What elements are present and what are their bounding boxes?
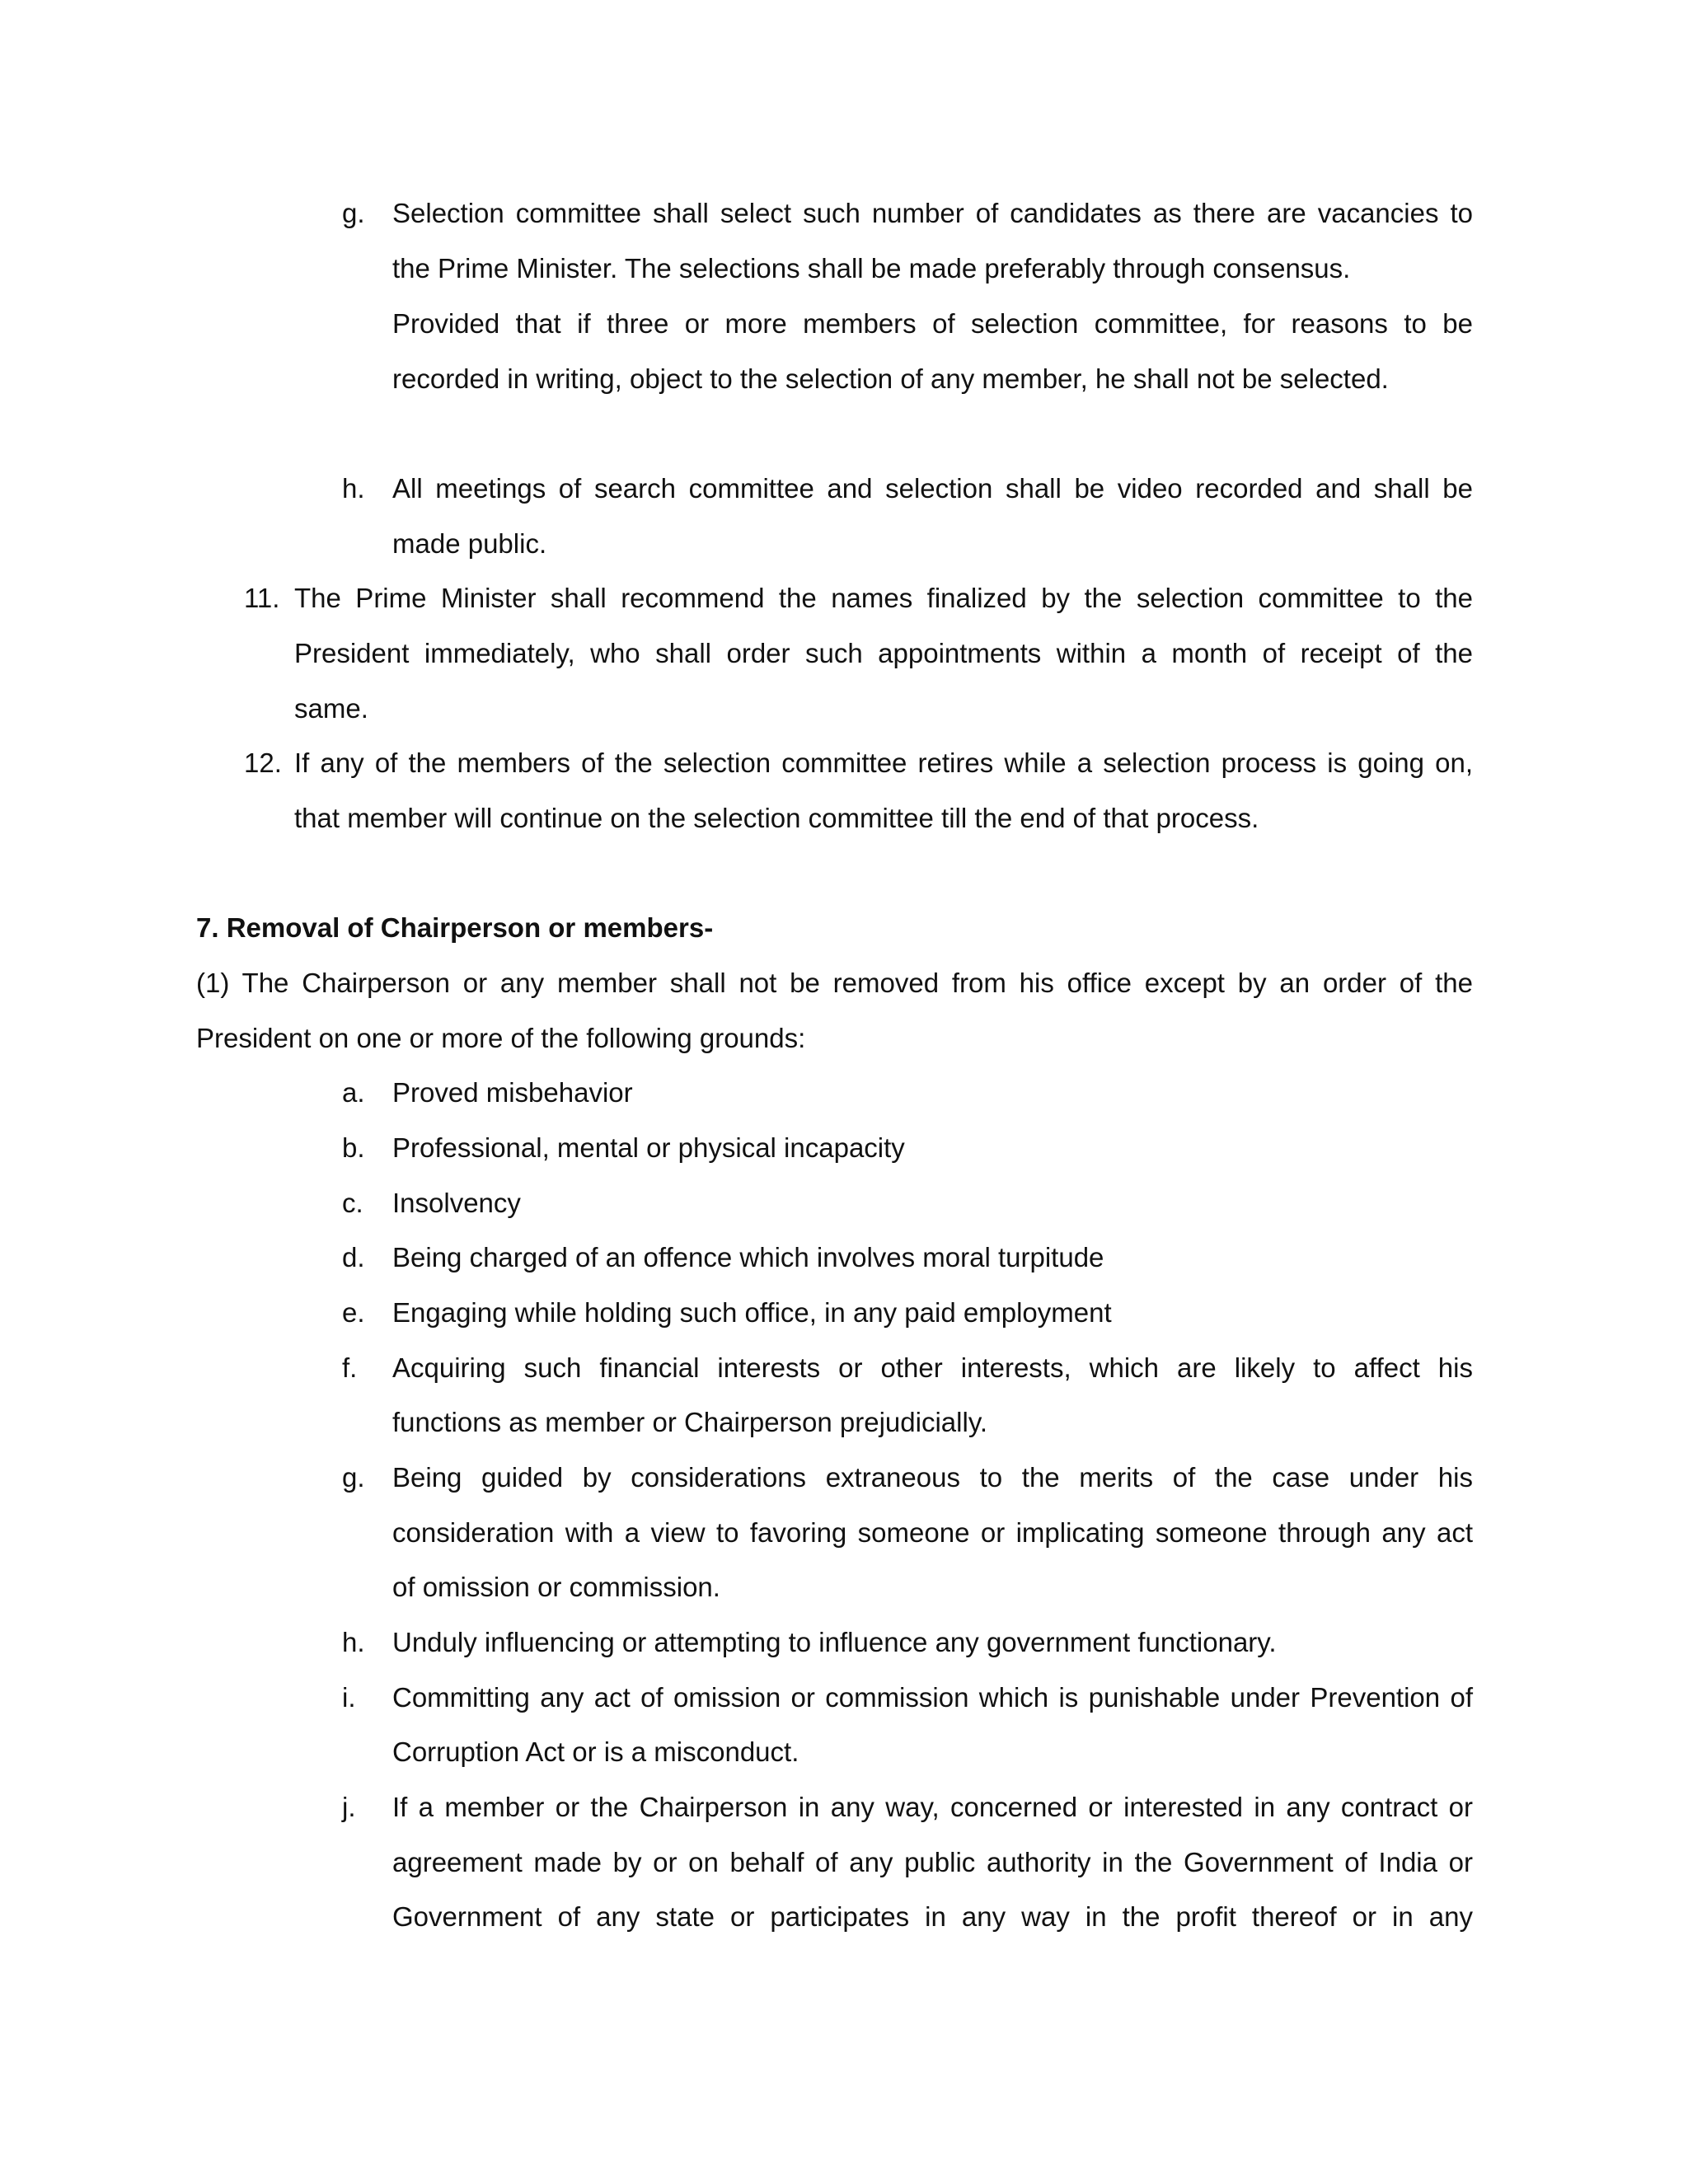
- list-item-line: made public.: [392, 528, 547, 559]
- list-marker: b.: [342, 1132, 365, 1163]
- list-marker: i.: [342, 1682, 356, 1713]
- list-item-line: Proved misbehavior: [392, 1077, 633, 1108]
- list-item-line: functions as member or Chairperson prejudicially.: [392, 1407, 988, 1437]
- paragraph-line: President on one or more of the following grounds:: [196, 1023, 806, 1053]
- list-item-line: Unduly influencing or attempting to influence any government functionary.: [392, 1627, 1277, 1657]
- list-item-line: Engaging while holding such office, in any paid employment: [392, 1297, 1112, 1328]
- list-marker: 11.: [244, 583, 280, 613]
- list-item-line: Being guided by considerations extraneous to the merits of the case under his: [392, 1462, 1473, 1493]
- list-item-line: All meetings of search committee and selection shall be video recorded and shall be: [392, 473, 1473, 504]
- list-marker: d.: [342, 1242, 365, 1272]
- list-item-line: If a member or the Chairperson in any way, concerned or interested in any contract or: [392, 1792, 1473, 1822]
- list-marker: c.: [342, 1188, 363, 1218]
- section-heading: 7. Removal of Chairperson or members-: [196, 912, 714, 943]
- list-marker: g.: [342, 198, 365, 228]
- list-item-line: Acquiring such financial interests or other interests, which are likely to affect his: [392, 1352, 1473, 1383]
- list-marker: h.: [342, 1627, 365, 1657]
- list-item-line: Professional, mental or physical incapacity: [392, 1132, 905, 1163]
- list-item-line: Corruption Act or is a misconduct.: [392, 1736, 799, 1767]
- list-marker: e.: [342, 1297, 365, 1328]
- list-item-line: the Prime Minister. The selections shall be made preferably through consensus.: [392, 253, 1351, 284]
- list-item-line: Being charged of an offence which involves moral turpitude: [392, 1242, 1104, 1272]
- list-item-line: If any of the members of the selection committee retires while a selection process is going on,: [294, 748, 1473, 778]
- list-item-line: recorded in writing, object to the selection of any member, he shall not be selected.: [392, 363, 1389, 394]
- list-item-line: same.: [294, 693, 368, 724]
- list-marker: j.: [342, 1792, 356, 1822]
- list-item-line: agreement made by or on behalf of any public authority in the Government of India or: [392, 1847, 1473, 1877]
- list-marker: 12.: [244, 748, 282, 778]
- list-marker: g.: [342, 1462, 365, 1493]
- list-marker: f.: [342, 1352, 358, 1383]
- list-item-line: Committing any act of omission or commission which is punishable under Prevention of: [392, 1682, 1473, 1713]
- list-item-line: consideration with a view to favoring someone or implicating someone through any act: [392, 1517, 1473, 1548]
- list-item-line: Government of any state or participates in any way in the profit thereof or in any: [392, 1901, 1473, 1932]
- list-item-line: President immediately, who shall order such appointments within a month of receipt of the: [294, 638, 1473, 668]
- list-marker: a.: [342, 1077, 365, 1108]
- list-item-line: of omission or commission.: [392, 1572, 720, 1602]
- list-item-line: The Prime Minister shall recommend the names finalized by the selection committee to the: [294, 583, 1473, 613]
- list-item-line: Insolvency: [392, 1188, 521, 1218]
- list-item-line: that member will continue on the selection committee till the end of that process.: [294, 803, 1259, 833]
- list-marker: h.: [342, 473, 365, 504]
- list-item-line: Selection committee shall select such number of candidates as there are vacancies to: [392, 198, 1473, 228]
- list-item-line: Provided that if three or more members of selection committee, for reasons to be: [392, 308, 1473, 339]
- paragraph-line: (1) The Chairperson or any member shall not be removed from his office except by an order of the: [196, 968, 1473, 998]
